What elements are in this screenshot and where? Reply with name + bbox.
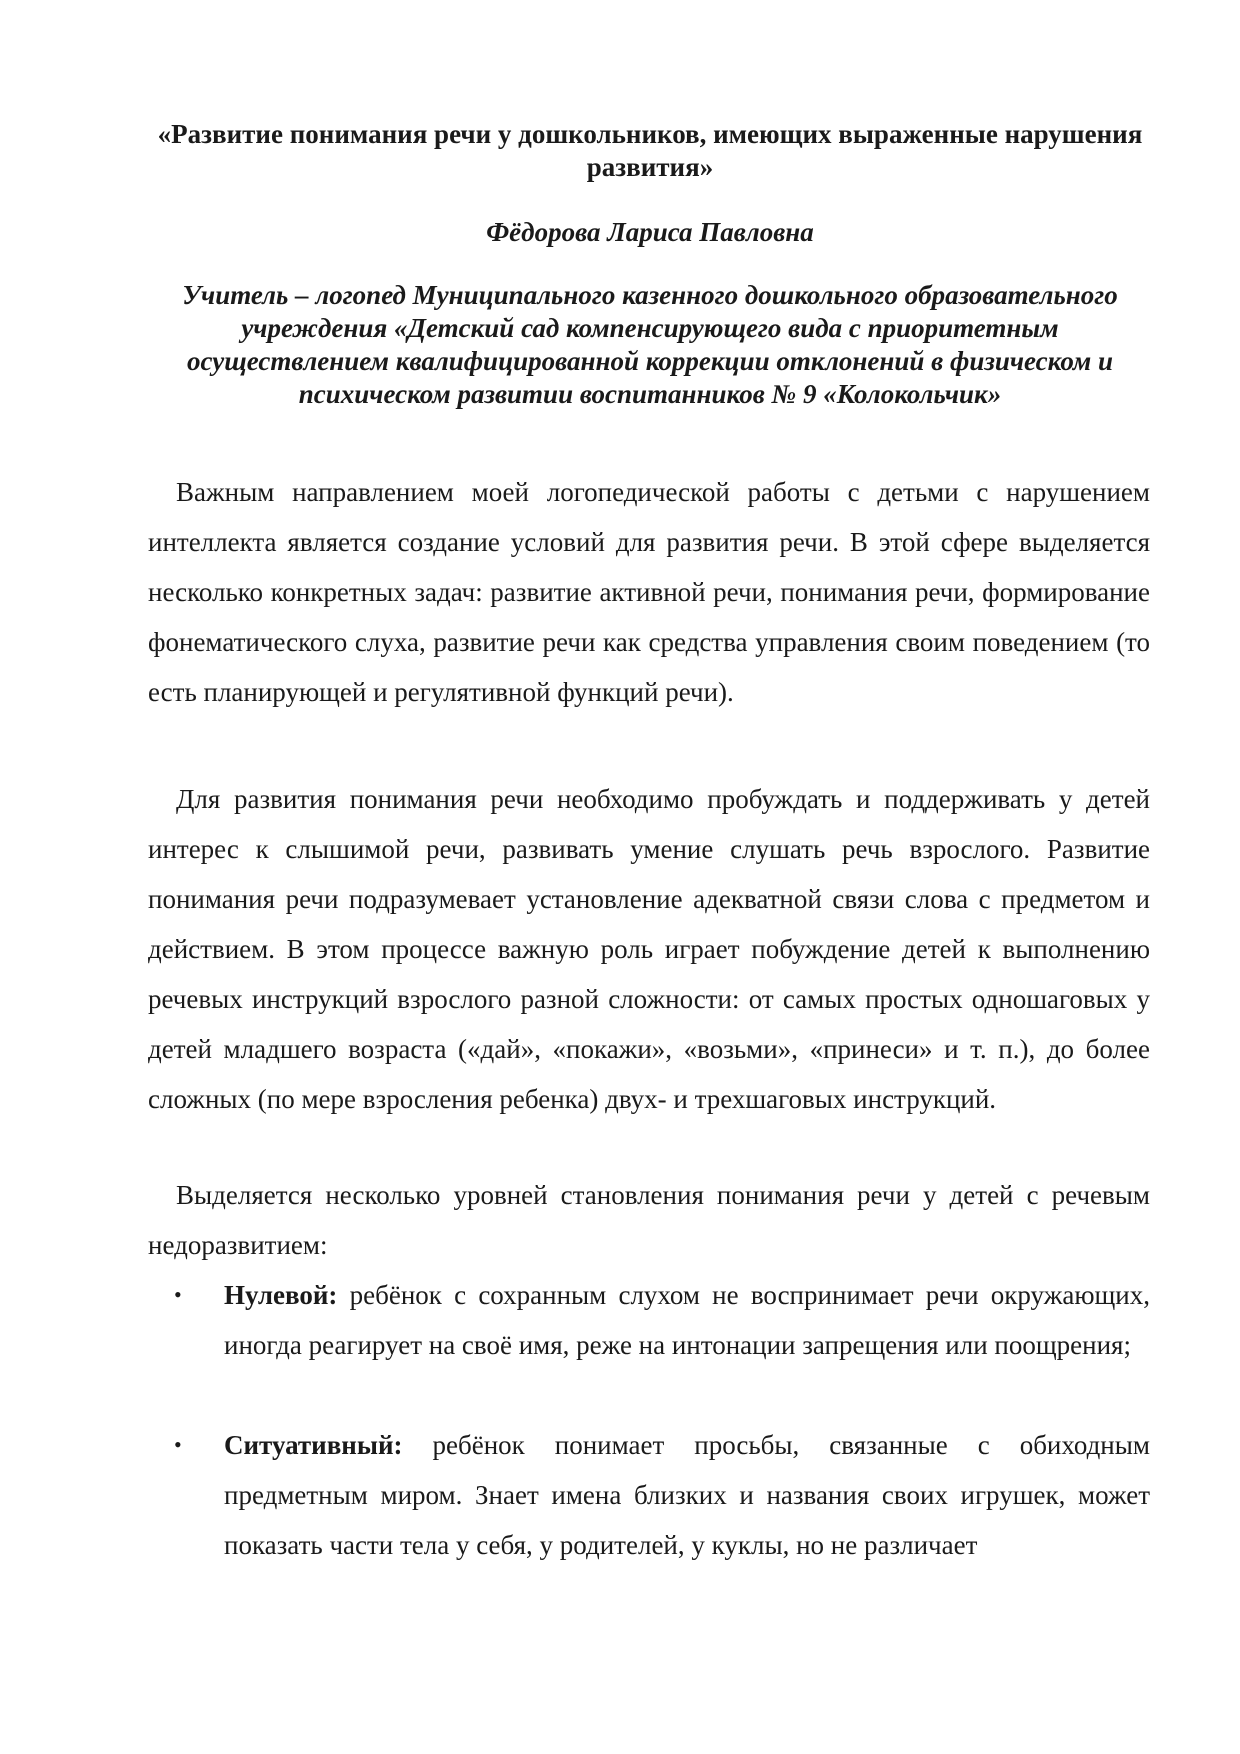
paragraph-1: Важным направлением моей логопедической работы с детьми с нарушением интеллекта является создание условий для развития речи. В этой сфере выделяется несколько конкретных задач: развитие активной речи, понимания речи, формирование фонематического слуха, развитие речи как средства управления своим поведением (то есть планирующей и регулятивной функций речи). [148, 477, 1150, 707]
level-list-item-1 [148, 1270, 1150, 1370]
level-description: ребёнок с сохранным слухом не воспринимает речи окружающих, иногда реагирует на своё имя, реже на интонации запрещения или поощрения; [224, 1280, 1150, 1360]
level-list-item-2 [148, 1420, 1150, 1570]
level-term: Нулевой: [224, 1280, 338, 1310]
level-term: Ситуативный: [224, 1430, 403, 1460]
paragraph-2: Для развития понимания речи необходимо пробуждать и поддерживать у детей интерес к слышимой речи, развивать умение слушать речь взрослого. Развитие понимания речи подразумевает установление адекватной связи слова с предметом и действием. В этом процессе важную роль играет побуждение детей к выполнению речевых инструкций взрослого разной сложности: от самых простых одношаговых у детей младшего возраста («дай», «покажи», «возьми», «принеси» и т. п.), до более сложных (по мере взросления ребенка) двух- и трехшаговых инструкций. [148, 784, 1150, 1114]
bullet-icon: • [174, 1432, 182, 1457]
list-item [148, 1270, 1150, 1370]
paragraph-3: Выделяется несколько уровней становления понимания речи у детей с речевым недоразвитием: [148, 1180, 1150, 1260]
document-title: «Развитие понимания речи у дошкольников, имеющих выраженные нарушения развития» [157, 119, 1143, 182]
level-description: ребёнок понимает просьбы, связанные с обиходным предметным миром. Знает имена близких и названия своих игрушек, может показать части тела у себя, у родителей, у куклы, но не различает [224, 1430, 1150, 1560]
list-item [148, 1420, 1150, 1570]
author-name: Фёдорова Лариса Павловна [486, 217, 814, 247]
bullet-icon: • [174, 1282, 182, 1307]
author-affiliation: Учитель – логопед Муниципального казенного дошкольного образовательного учреждения «Детский сад компенсирующего вида с приоритетным осуществлением квалифицированной коррекции отклонений в физическом и психическом развитии воспитанников № 9 «Колокольчик» [182, 280, 1118, 409]
